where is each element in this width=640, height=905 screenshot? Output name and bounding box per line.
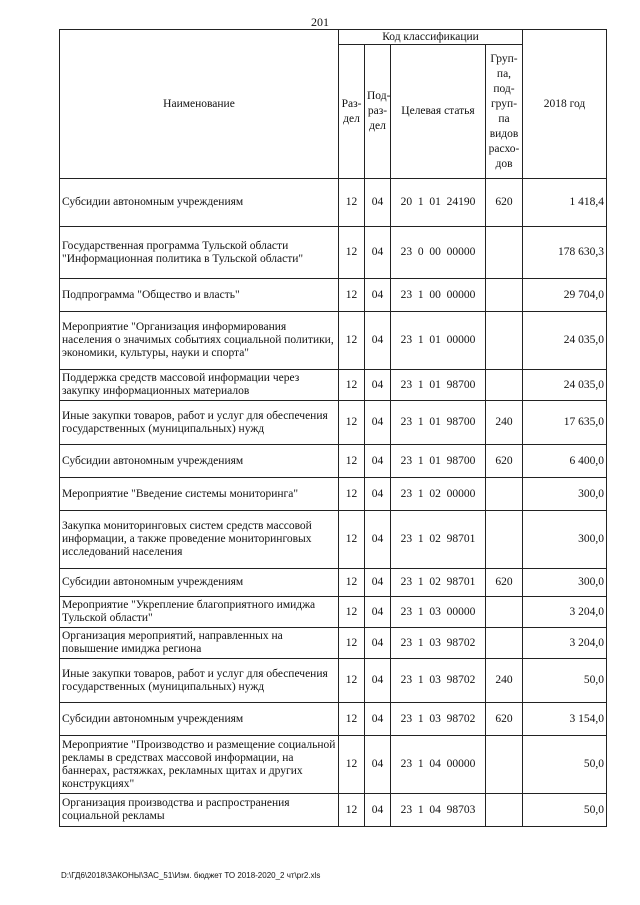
table-row xyxy=(60,597,607,628)
row-expense-group xyxy=(486,511,523,569)
row-expense-group xyxy=(486,312,523,370)
row-article: 23 1 01 98700 xyxy=(391,370,486,401)
row-amount: 24 035,0 xyxy=(523,370,607,401)
table-row xyxy=(60,659,607,703)
table-row xyxy=(60,794,607,827)
row-podrazdel: 04 xyxy=(365,794,391,827)
row-podrazdel: 04 xyxy=(365,736,391,794)
row-article: 23 1 02 00000 xyxy=(391,478,486,511)
row-expense-group xyxy=(486,370,523,401)
row-article: 23 1 01 98700 xyxy=(391,401,486,445)
row-razdel: 12 xyxy=(339,703,365,736)
row-podrazdel: 04 xyxy=(365,401,391,445)
row-podrazdel: 04 xyxy=(365,597,391,628)
row-podrazdel: 04 xyxy=(365,478,391,511)
table-row xyxy=(60,628,607,659)
row-name: Субсидии автономным учреждениям xyxy=(60,445,339,478)
row-razdel: 12 xyxy=(339,279,365,312)
row-name: Мероприятие "Укрепление благоприятного имиджа Тульской области" xyxy=(60,597,339,628)
row-razdel: 12 xyxy=(339,794,365,827)
row-razdel: 12 xyxy=(339,227,365,279)
row-expense-group xyxy=(486,279,523,312)
header-code: Код классификации xyxy=(339,30,523,45)
header-group: Груп-па, под-груп-па видов расхо-дов xyxy=(486,45,523,179)
row-article: 23 1 03 98702 xyxy=(391,628,486,659)
row-name: Закупка мониторинговых систем средств массовой информации, а также проведение мониторинговых исследований населения xyxy=(60,511,339,569)
row-razdel: 12 xyxy=(339,370,365,401)
row-name: Подпрограмма "Общество и власть" xyxy=(60,279,339,312)
row-podrazdel: 04 xyxy=(365,511,391,569)
row-expense-group xyxy=(486,736,523,794)
row-expense-group xyxy=(486,794,523,827)
row-razdel: 12 xyxy=(339,312,365,370)
table-body xyxy=(60,179,607,827)
row-amount: 300,0 xyxy=(523,511,607,569)
table-row xyxy=(60,312,607,370)
row-razdel: 12 xyxy=(339,628,365,659)
row-name: Мероприятие "Производство и размещение социальной рекламы в средствах массовой информации, на баннерах, растяжках, рекламных щитах и других конструкциях" xyxy=(60,736,339,794)
header-year: 2018 год xyxy=(523,30,607,179)
row-name: Субсидии автономным учреждениям xyxy=(60,179,339,227)
header-article: Целевая статья xyxy=(391,45,486,179)
row-amount: 300,0 xyxy=(523,478,607,511)
row-amount: 1 418,4 xyxy=(523,179,607,227)
table-row xyxy=(60,370,607,401)
header-razdel: Раз-дел xyxy=(339,45,365,179)
row-name: Организация мероприятий, направленных на повышение имиджа региона xyxy=(60,628,339,659)
header-podrazdel: Под-раз-дел xyxy=(365,45,391,179)
row-razdel: 12 xyxy=(339,569,365,597)
table-row xyxy=(60,703,607,736)
row-article: 23 1 04 00000 xyxy=(391,736,486,794)
row-podrazdel: 04 xyxy=(365,179,391,227)
header-row-top xyxy=(60,30,607,45)
table-row xyxy=(60,279,607,312)
header-name: Наименование xyxy=(60,30,339,179)
row-expense-group xyxy=(486,628,523,659)
row-article: 23 1 00 00000 xyxy=(391,279,486,312)
table-row xyxy=(60,227,607,279)
row-podrazdel: 04 xyxy=(365,628,391,659)
row-article: 23 1 03 98702 xyxy=(391,703,486,736)
row-expense-group: 240 xyxy=(486,401,523,445)
table-row xyxy=(60,736,607,794)
row-amount: 300,0 xyxy=(523,569,607,597)
row-amount: 50,0 xyxy=(523,736,607,794)
row-amount: 3 154,0 xyxy=(523,703,607,736)
row-amount: 50,0 xyxy=(523,794,607,827)
row-name: Государственная программа Тульской области "Информационная политика в Тульской области" xyxy=(60,227,339,279)
row-expense-group: 240 xyxy=(486,659,523,703)
row-expense-group xyxy=(486,227,523,279)
budget-table xyxy=(59,29,607,827)
table-row xyxy=(60,401,607,445)
table-row xyxy=(60,511,607,569)
row-name: Организация производства и распространения социальной рекламы xyxy=(60,794,339,827)
row-amount: 178 630,3 xyxy=(523,227,607,279)
row-amount: 3 204,0 xyxy=(523,628,607,659)
row-amount: 17 635,0 xyxy=(523,401,607,445)
table-row xyxy=(60,478,607,511)
row-razdel: 12 xyxy=(339,401,365,445)
row-podrazdel: 04 xyxy=(365,569,391,597)
row-article: 23 1 04 98703 xyxy=(391,794,486,827)
row-amount: 50,0 xyxy=(523,659,607,703)
row-razdel: 12 xyxy=(339,659,365,703)
row-name: Иные закупки товаров, работ и услуг для обеспечения государственных (муниципальных) нужд xyxy=(60,659,339,703)
row-razdel: 12 xyxy=(339,478,365,511)
row-article: 23 1 03 00000 xyxy=(391,597,486,628)
row-expense-group xyxy=(486,597,523,628)
row-podrazdel: 04 xyxy=(365,445,391,478)
row-razdel: 12 xyxy=(339,445,365,478)
row-name: Иные закупки товаров, работ и услуг для обеспечения государственных (муниципальных) нужд xyxy=(60,401,339,445)
row-amount: 24 035,0 xyxy=(523,312,607,370)
row-expense-group: 620 xyxy=(486,445,523,478)
row-razdel: 12 xyxy=(339,597,365,628)
row-podrazdel: 04 xyxy=(365,279,391,312)
row-article: 23 1 01 00000 xyxy=(391,312,486,370)
row-expense-group: 620 xyxy=(486,703,523,736)
row-name: Мероприятие "Введение системы мониторинга" xyxy=(60,478,339,511)
row-amount: 3 204,0 xyxy=(523,597,607,628)
row-expense-group: 620 xyxy=(486,569,523,597)
row-razdel: 12 xyxy=(339,736,365,794)
row-podrazdel: 04 xyxy=(365,659,391,703)
row-name: Мероприятие "Организация информирования населения о значимых событиях социальной политики, экономики, культуры, науки и спорта" xyxy=(60,312,339,370)
row-article: 20 1 01 24190 xyxy=(391,179,486,227)
row-amount: 29 704,0 xyxy=(523,279,607,312)
file-path-footer: D:\ГД6\2018\ЗАКОНЫ\ЗАС_51\Изм. бюджет ТО 2018-2020_2 чт\pr2.xls xyxy=(61,871,321,880)
row-article: 23 1 02 98701 xyxy=(391,511,486,569)
row-podrazdel: 04 xyxy=(365,703,391,736)
row-podrazdel: 04 xyxy=(365,227,391,279)
page-number: 201 xyxy=(311,15,329,29)
row-article: 23 1 03 98702 xyxy=(391,659,486,703)
row-podrazdel: 04 xyxy=(365,370,391,401)
row-article: 23 0 00 00000 xyxy=(391,227,486,279)
row-name: Субсидии автономным учреждениям xyxy=(60,569,339,597)
table-row xyxy=(60,179,607,227)
row-amount: 6 400,0 xyxy=(523,445,607,478)
row-name: Субсидии автономным учреждениям xyxy=(60,703,339,736)
row-name: Поддержка средств массовой информации через закупку информационных материалов xyxy=(60,370,339,401)
row-podrazdel: 04 xyxy=(365,312,391,370)
row-expense-group: 620 xyxy=(486,179,523,227)
table-row xyxy=(60,445,607,478)
row-article: 23 1 01 98700 xyxy=(391,445,486,478)
row-razdel: 12 xyxy=(339,511,365,569)
row-razdel: 12 xyxy=(339,179,365,227)
row-article: 23 1 02 98701 xyxy=(391,569,486,597)
row-expense-group xyxy=(486,478,523,511)
table-row xyxy=(60,569,607,597)
